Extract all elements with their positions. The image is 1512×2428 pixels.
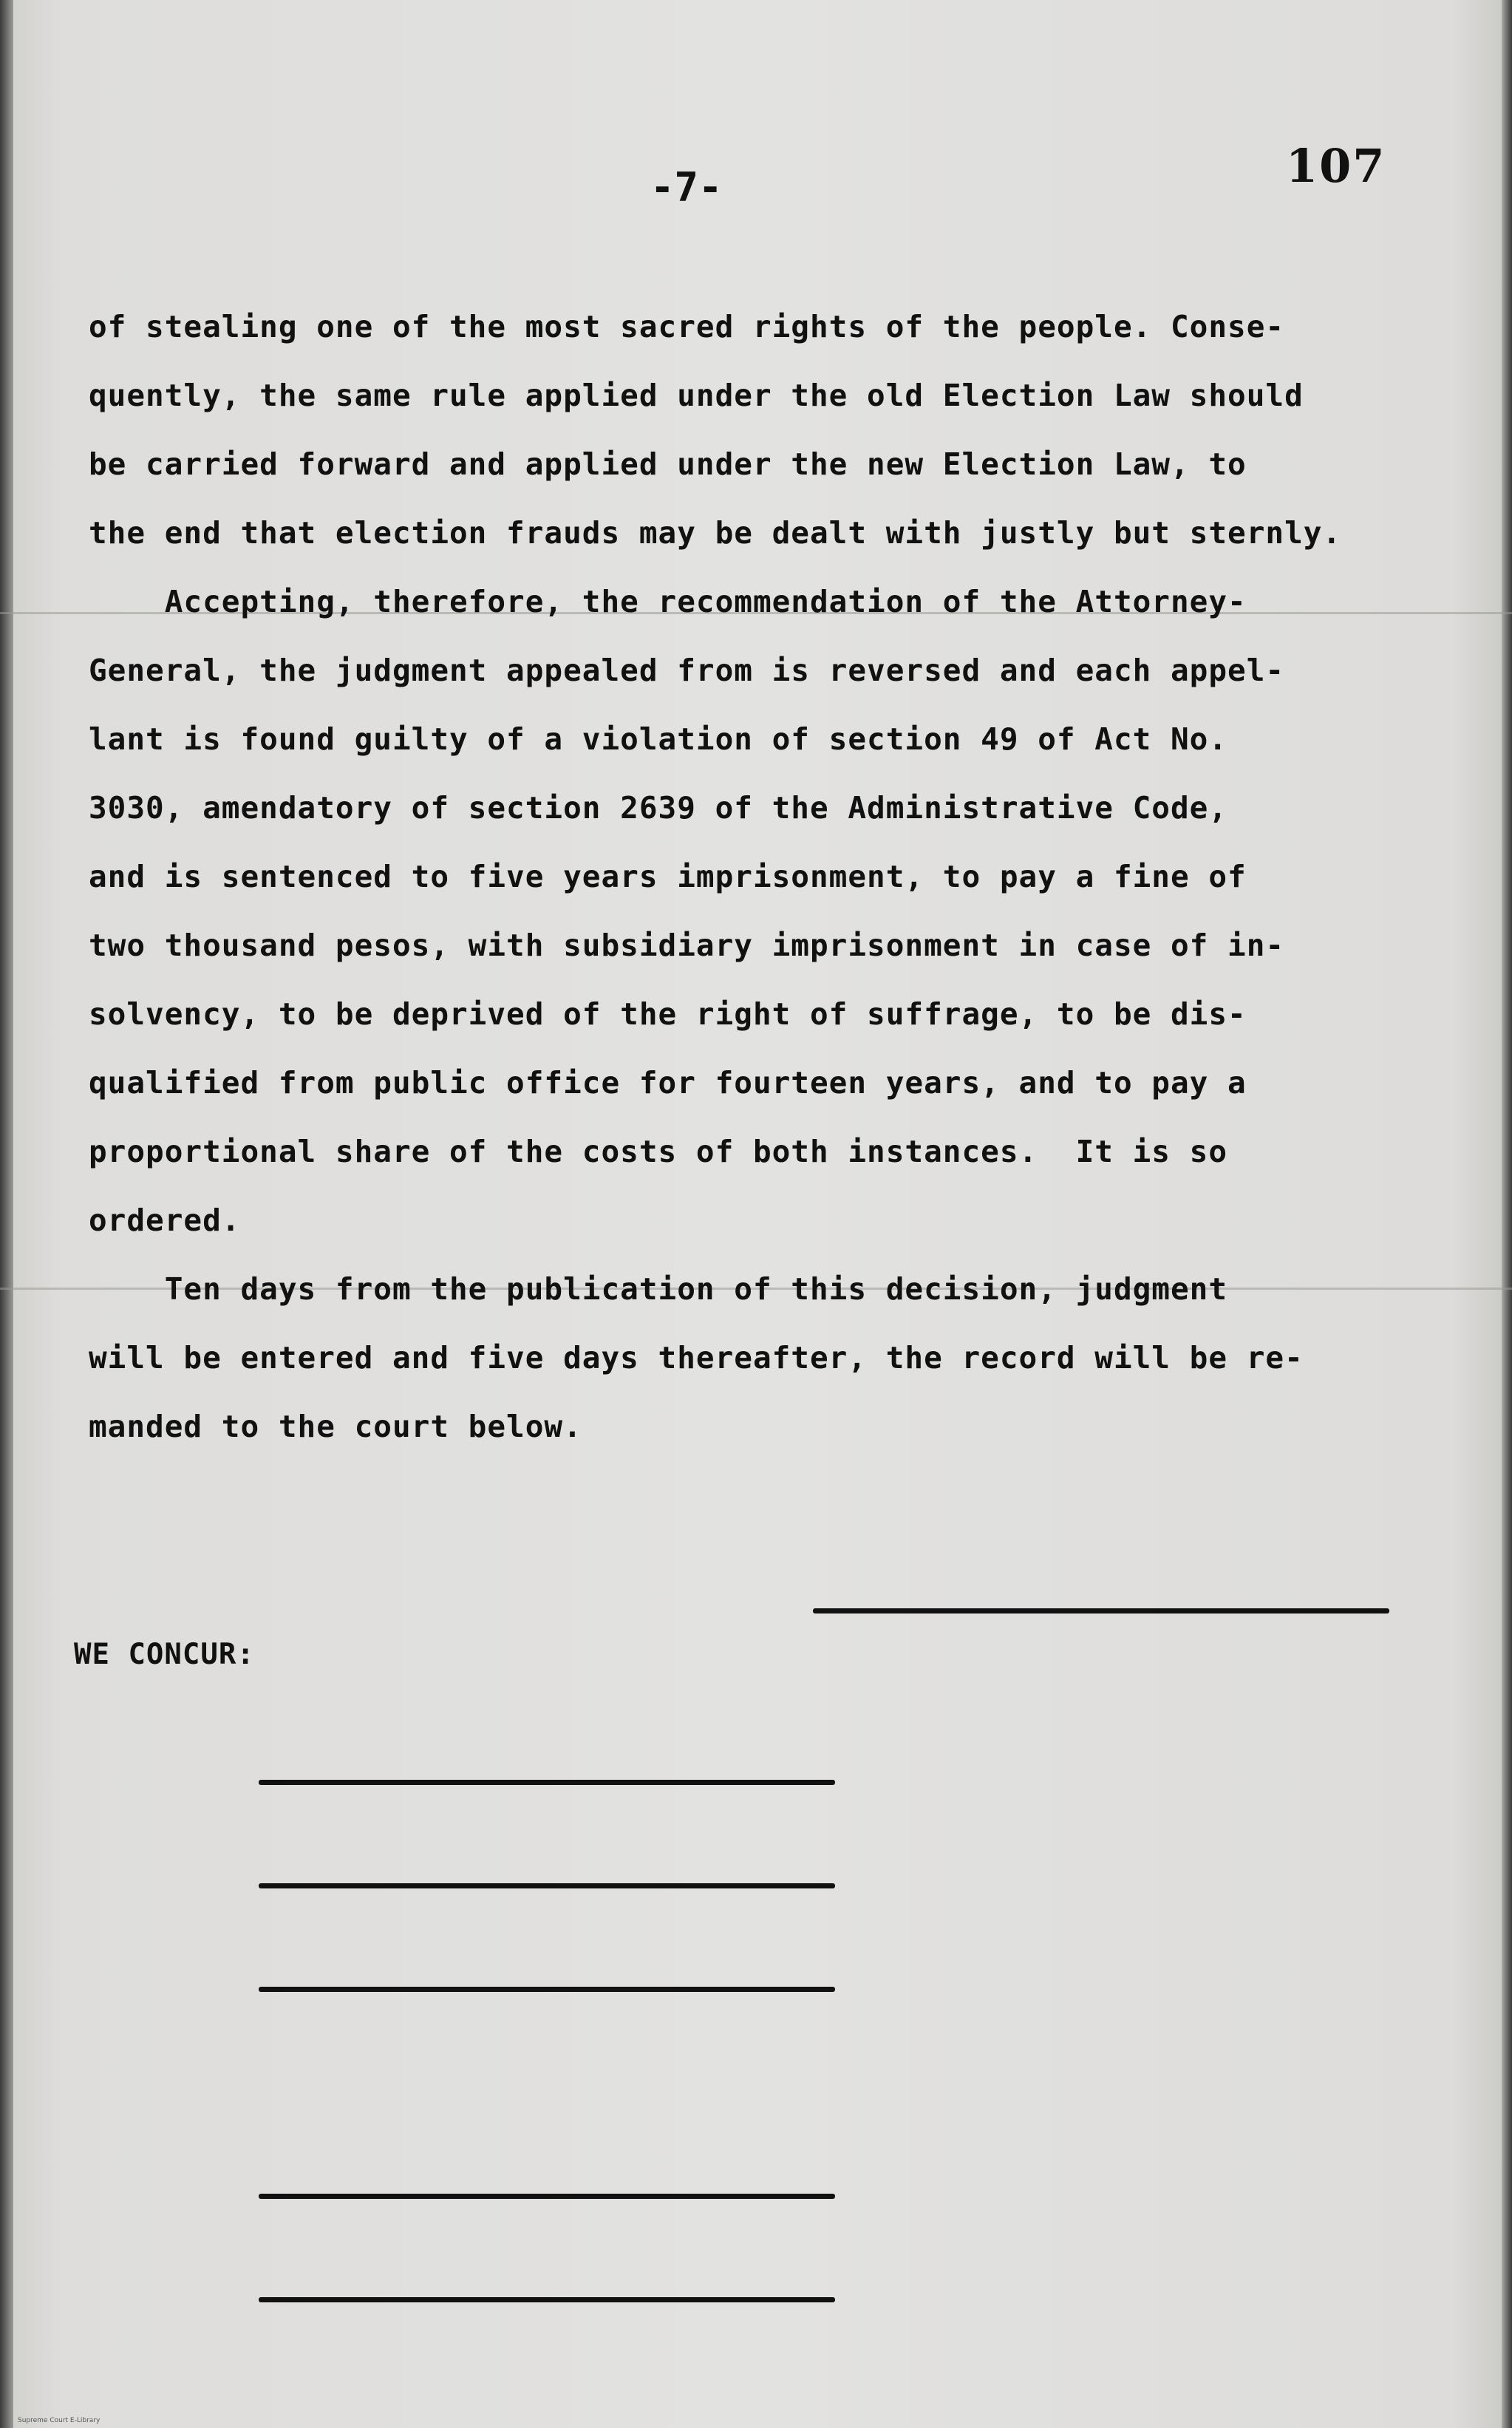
text-line: General, the judgment appealed from is reversed and each appel- bbox=[89, 653, 1285, 688]
scan-edge-right bbox=[1502, 0, 1512, 2428]
text-line: ordered. bbox=[89, 1203, 241, 1238]
signature-line bbox=[813, 1608, 1389, 1613]
signature-line bbox=[259, 2297, 835, 2302]
signature-line bbox=[259, 2194, 835, 2199]
text-line: proportional share of the costs of both instances. It is so bbox=[89, 1134, 1228, 1169]
text-line: two thousand pesos, with subsidiary imprisonment in case of in- bbox=[89, 928, 1285, 963]
stamped-page-number: 107 bbox=[1286, 139, 1386, 193]
text-line: manded to the court below. bbox=[89, 1409, 582, 1444]
text-line: will be entered and five days thereafter, the record will be re- bbox=[89, 1340, 1304, 1375]
text-line: quently, the same rule applied under the old Election Law should bbox=[89, 378, 1304, 413]
text-line: of stealing one of the most sacred rights of the people. Conse- bbox=[89, 309, 1285, 344]
decision-text bbox=[89, 293, 1448, 1461]
scan-edge-left bbox=[0, 0, 13, 2428]
text-line: be carried forward and applied under the new Election Law, to bbox=[89, 446, 1247, 482]
text-line: 3030, amendatory of section 2639 of the Administrative Code, bbox=[89, 790, 1228, 826]
text-line: qualified from public office for fourteen years, and to pay a bbox=[89, 1065, 1247, 1101]
text-line: the end that election frauds may be dealt with justly but sternly. bbox=[89, 515, 1342, 551]
signature-line bbox=[259, 1987, 835, 1992]
page-marker: -7- bbox=[650, 164, 723, 211]
archive-footer: Supreme Court E-Library bbox=[18, 2417, 101, 2424]
signature-line bbox=[259, 1883, 835, 1888]
text-line: and is sentenced to five years imprisonment, to pay a fine of bbox=[89, 859, 1247, 894]
text-line: lant is found guilty of a violation of section 49 of Act No. bbox=[89, 721, 1228, 757]
signature-line bbox=[259, 1780, 835, 1785]
we-concur-label: WE CONCUR: bbox=[74, 1638, 255, 1671]
text-line: Accepting, therefore, the recommendation of the Attorney- bbox=[89, 584, 1247, 619]
text-line: solvency, to be deprived of the right of suffrage, to be dis- bbox=[89, 996, 1247, 1032]
text-line: Ten days from the publication of this decision, judgment bbox=[89, 1271, 1228, 1307]
